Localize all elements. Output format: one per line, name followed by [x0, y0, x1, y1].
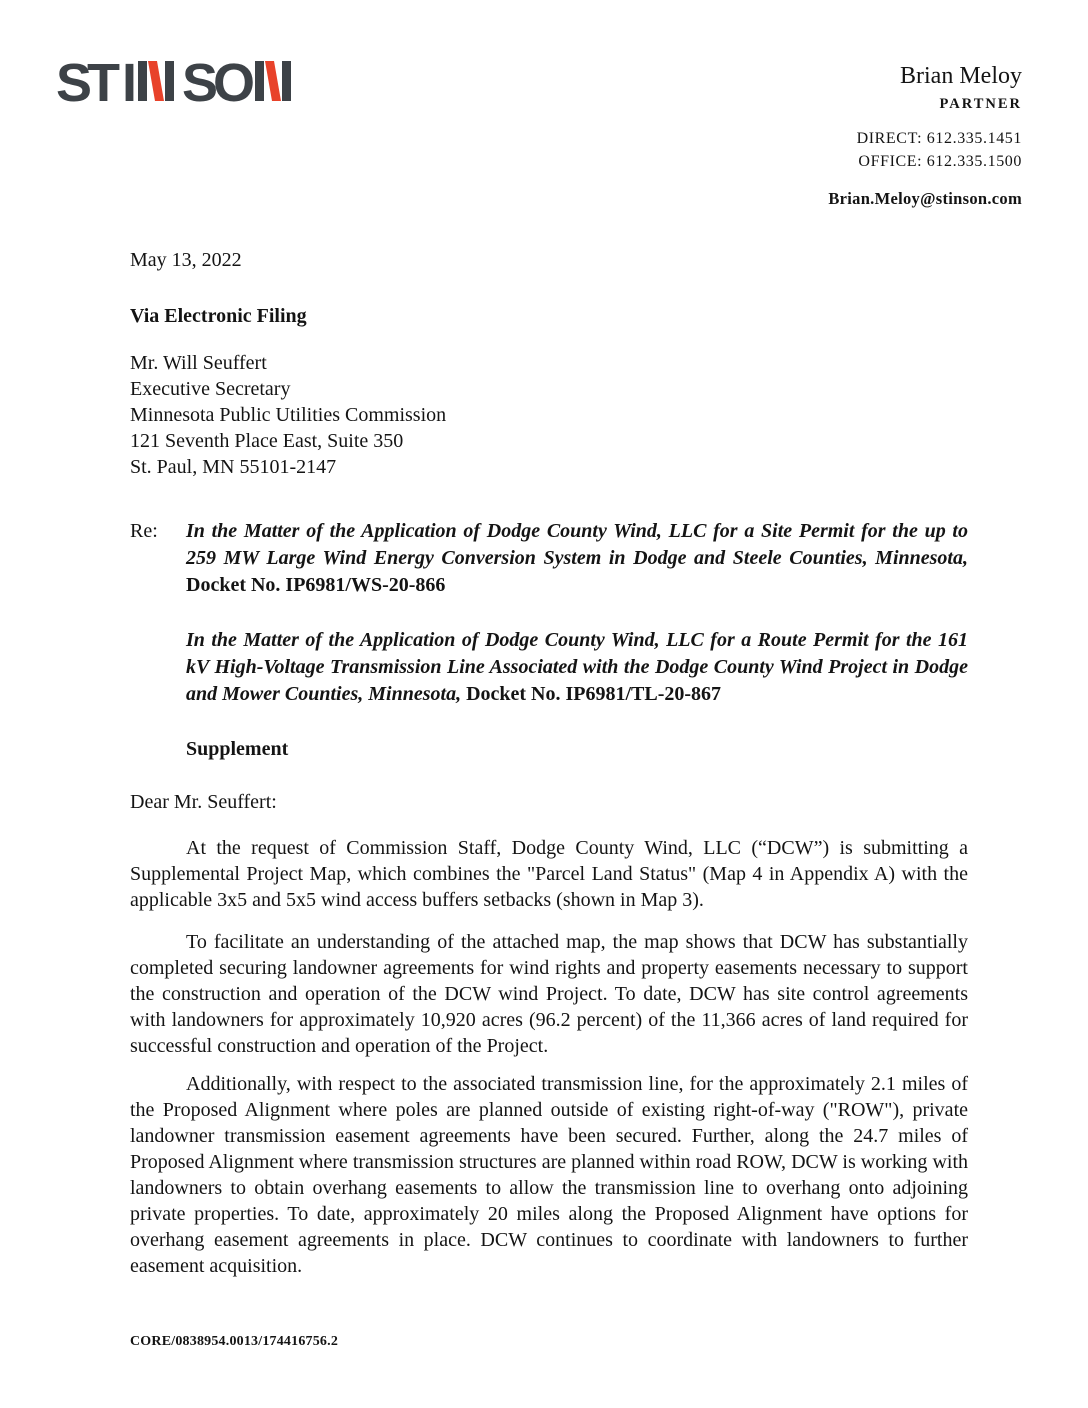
re-label: Re:	[130, 520, 158, 542]
attorney-direct-phone: DIRECT: 612.335.1451	[856, 129, 1022, 147]
letter-body	[130, 247, 968, 1295]
re-item-route-permit	[186, 627, 968, 708]
body-paragraph-1: At the request of Commission Staff, Dodge County Wind, LLC (“DCW”) is submitting a Supplemental Project Map, which combines the "Parcel Land Status" (Map 4 in Appendix A) with the applicable 3x5 and 5x5 wind access buffers setbacks (shown in Map 3).	[130, 837, 968, 911]
logo-letter-n	[138, 61, 174, 101]
document-id: CORE/0838954.0013/174416756.2	[130, 1334, 339, 1349]
subject-line: Supplement	[186, 738, 289, 760]
body-paragraph-2: To facilitate an understanding of the attached map, the map shows that DCW has substantially completed securing landowner agreements for wind rights and property easements necessary to support the construction and operation of the DCW wind Project. To date, DCW has site control agreements with landowners for approximately 10,920 acres (96.2 percent) of the 11,366 acres of land required for successful construction and operation of the Project.	[130, 931, 968, 1057]
recipient-address	[130, 350, 968, 480]
logo-letter: O	[213, 57, 256, 105]
salutation: Dear Mr. Seuffert:	[130, 791, 277, 813]
attorney-email: Brian.Meloy@stinson.com	[828, 188, 1022, 208]
body-paragraph-3: Additionally, with respect to the associated transmission line, for the approximately 2.1 miles of the Proposed Alignment where poles are planned outside of existing right-of-way ("ROW"), private landowner transmission easement agreements have been secured. Further, along the 24.7 miles of Proposed Alignment where transmission structures are planned within road ROW, DCW is working with landowners to obtain overhang easements to allow the transmission line to overhang onto adjoining private properties. To date, approximately 20 miles along the Proposed Alignment have options for overhang easement agreements in place. DCW continues to coordinate with landowners to further easement acquisition.	[130, 1073, 968, 1277]
recipient-org: Minnesota Public Utilities Commission	[130, 404, 447, 426]
logo-letter: S	[182, 57, 219, 105]
stinson-logo	[56, 57, 291, 110]
re-item-caption: In the Matter of the Application of Dodge County Wind, LLC for a Route Permit for the 161 kV High-Voltage Transmission Line Associated with the Dodge County Wind Project in Dodge and Mower Counties, Minnesota,	[186, 629, 968, 705]
attorney-name: Brian Meloy	[900, 63, 1022, 89]
recipient-city: St. Paul, MN 55101-2147	[130, 456, 337, 478]
letter-date: May 13, 2022	[130, 249, 242, 271]
stinson-logo-graphic	[56, 57, 291, 105]
recipient-street: 121 Seventh Place East, Suite 350	[130, 430, 404, 452]
recipient-title: Executive Secretary	[130, 378, 291, 400]
logo-red-slash	[148, 61, 164, 101]
recipient-name: Mr. Will Seuffert	[130, 352, 267, 374]
attorney-contact-block	[828, 62, 1022, 209]
re-item-caption: In the Matter of the Application of Dodge County Wind, LLC for a Site Permit for the up to 259 MW Large Wind Energy Conversion System in Dodge and Steele Counties, Minnesota,	[186, 520, 968, 569]
logo-red-slash	[265, 61, 281, 101]
attorney-title: PARTNER	[939, 96, 1022, 112]
re-block	[130, 518, 968, 789]
logo-letter: I	[122, 57, 138, 105]
attorney-office-phone: OFFICE: 612.335.1500	[858, 152, 1022, 170]
logo-letter-n	[255, 61, 291, 101]
re-items	[186, 518, 968, 789]
logo-letter: S	[56, 57, 93, 105]
attorney-phones	[828, 127, 1022, 173]
re-item-docket: Docket No. IP6981/WS-20-866	[186, 574, 446, 596]
delivery-method: Via Electronic Filing	[130, 305, 307, 327]
re-item-site-permit	[186, 518, 968, 599]
logo-letter: T	[87, 57, 120, 105]
re-item-docket: Docket No. IP6981/TL-20-867	[461, 683, 722, 705]
